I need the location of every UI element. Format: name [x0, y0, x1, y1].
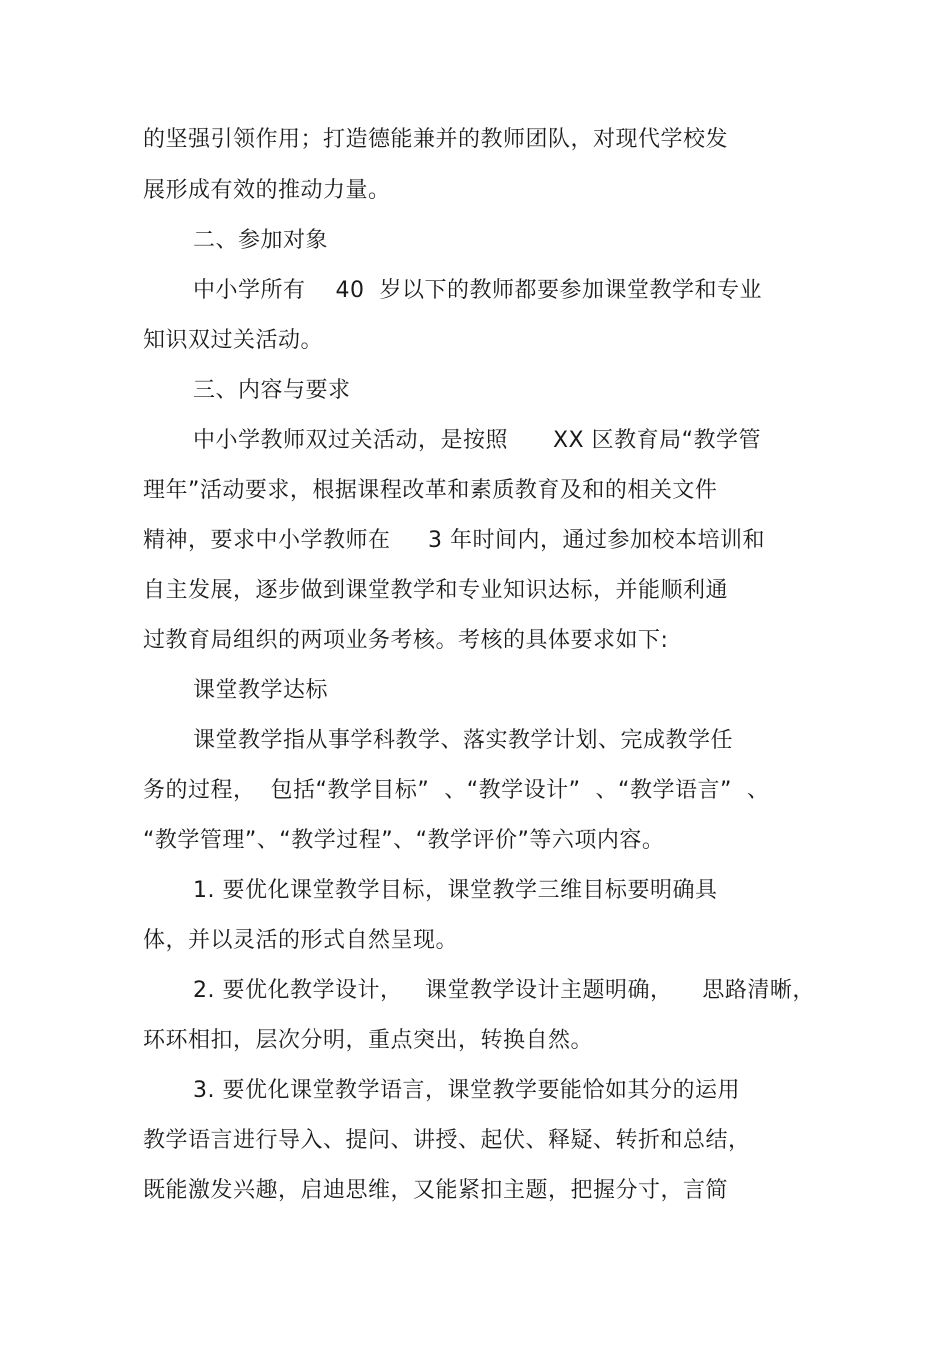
list-item-line: 3. 要优化课堂教学语言，课堂教学要能恰如其分的运用 — [193, 1078, 740, 1103]
list-item-line: 2. 要优化教学设计， 课堂教学设计主题明确， 思路清晰， — [193, 978, 815, 1003]
paragraph-line: 过教育局组织的两项业务考核。考核的具体要求如下: — [143, 628, 669, 653]
paragraph-line: 务的过程， 包括“教学目标” 、“教学设计” 、“教学语言” 、 — [143, 778, 770, 803]
list-item-line: 体，并以灵活的形式自然呈现。 — [143, 928, 459, 953]
paragraph-line: 精神，要求中小学教师在 3 年时间内，通过参加校本培训和 — [143, 528, 765, 553]
paragraph-line: 知识双过关活动。 — [143, 328, 324, 353]
section-heading: 二、参加对象 — [193, 228, 329, 253]
list-item-line: 既能激发兴趣，启迪思维，又能紧扣主题，把握分寸，言简 — [143, 1178, 729, 1203]
paragraph-line: “教学管理”、“教学过程”、“教学评价”等六项内容。 — [143, 828, 665, 853]
paragraph-line: 中小学所有 40 岁以下的教师都要参加课堂教学和专业 — [193, 278, 762, 303]
paragraph-line: 课堂教学指从事学科教学、落实教学计划、完成教学任 — [193, 728, 734, 753]
list-item-line: 1. 要优化课堂教学目标，课堂教学三维目标要明确具 — [193, 878, 718, 903]
paragraph-line: 中小学教师双过关活动，是按照 XX 区教育局“教学管 — [193, 428, 761, 453]
paragraph-line: 理年”活动要求，根据课程改革和素质教育及和的相关文件 — [143, 478, 718, 503]
paragraph-line: 展形成有效的推动力量。 — [143, 178, 391, 203]
subsection-heading: 课堂教学达标 — [193, 678, 329, 703]
paragraph-line: 自主发展，逐步做到课堂教学和专业知识达标，并能顺利通 — [143, 578, 729, 603]
section-heading: 三、内容与要求 — [193, 378, 351, 403]
list-item-line: 环环相扣，层次分明，重点突出，转换自然。 — [143, 1028, 594, 1053]
paragraph-line: 的坚强引领作用；打造德能兼并的教师团队，对现代学校发 — [143, 127, 729, 152]
list-item-line: 教学语言进行导入、提问、讲授、起伏、释疑、转折和总结， — [143, 1128, 751, 1153]
